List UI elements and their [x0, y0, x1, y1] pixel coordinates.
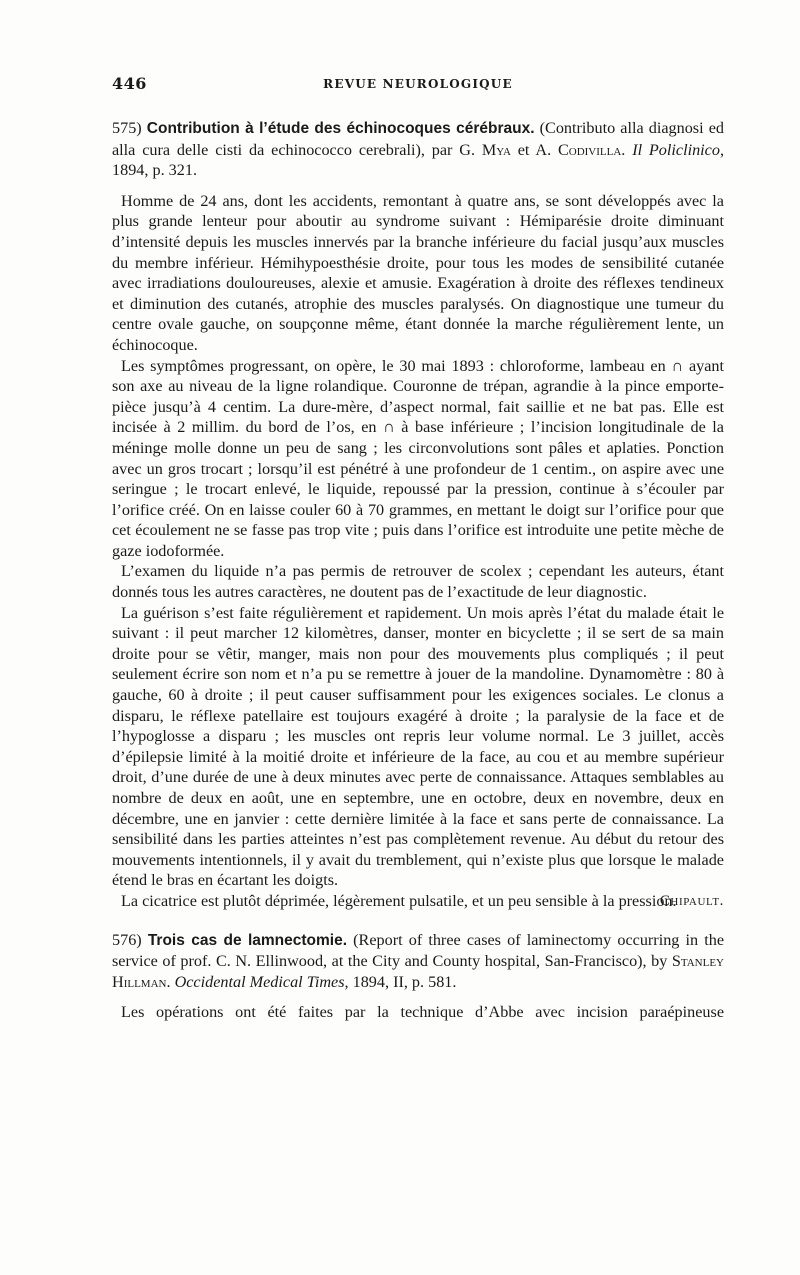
running-header	[112, 74, 724, 94]
entry-576-title: Trois cas de lamnectomie.	[147, 931, 348, 949]
entry-575-author1: Mya	[481, 140, 511, 159]
entry-575-ref-part4: , 1894, p. 321.	[112, 140, 724, 180]
entry-575-ref-part3: .	[621, 140, 633, 159]
entry-575-ref-part2: et A.	[510, 140, 558, 159]
entry-576-ref-part2: .	[166, 972, 175, 991]
entry-575-paragraph-3: L’examen du liquide n’a pas permis de retrouver de scolex ; cependant les auteurs, étant donnés tous les autres caractères, ne doutent pas de l’exactitude de leur diagnostic.	[112, 562, 724, 602]
page-number: 446	[112, 74, 147, 93]
entry-575-paragraph-1: Homme de 24 ans, dont les accidents, remontant à quatre ans, se sont développés avec la plus grande lenteur pour aboutir au syndrome suivant : Hémiparésie droite diminuant d’intensité depuis les muscles innervés par la branche inférieure du facial jusqu’aux muscles du membre inférieur. Hémihypoesthésie droite, pour tous les modes de sensibilité cutanée avec irradiations douloureuses, alexie et amusie. Exagération à droite des réflexes tendineux et diminution des cutanés, atrophie des muscles paralysés. On diagnostique une tumeur du centre ovale gauche, on soupçonne même, étant donnée la marche régulièrement lente, un échinocoque.	[112, 191, 724, 354]
entry-575-ref-part1: (Contributo alla diagnosi ed alla cura delle cisti da echinococco cerebrali), par G.	[112, 119, 724, 159]
entry-576-heading	[112, 930, 724, 993]
entry-576-ref-part3: 1894, II, p. 581.	[348, 972, 457, 991]
entry-575-journal: Il Policlinico	[632, 140, 720, 159]
journal-title: REVUE NEUROLOGIQUE	[323, 77, 513, 91]
entry-575-number: 575)	[112, 119, 142, 137]
entry-576-author: Stanley Hillman	[112, 952, 724, 991]
entry-575-title: Contribution à l’étude des échinocoques cérébraux.	[146, 120, 535, 137]
page-content	[112, 118, 724, 1023]
entry-576-journal: Occidental Medical Times,	[174, 972, 349, 991]
entry-575-paragraph-5-text: La cicatrice est plutôt déprimée, légèrement pulsatile, et un peu sensible à la pression.	[121, 891, 677, 910]
entry-575-signature: Chipault.	[659, 892, 724, 909]
entry-575-heading	[112, 118, 724, 181]
entry-576-ref-part1: (Report of three cases of laminectomy occurring in the service of prof. C. N. Ellinwood, at the City and County hospital, San-Francisco), by	[112, 930, 724, 971]
entry-575-paragraph-2: Les symptômes progressant, on opère, le 30 mai 1893 : chloroforme, lambeau en ∩ ayant son axe au niveau de la ligne rolandique. Couronne de trépan, agrandie à la pince emporte-pièce jusqu’à 4 centim. La dure-mère, d’aspect normal, fait saillie et ne bat pas. Elle est incisée à 2 millim. du bord de l’os, en ∩ à base inférieure ; l’incision longitudinale de la méninge molle donne un peu de sang ; les circonvolutions sont pâles et aplaties. Ponction avec un gros trocart ; lorsqu’il est pénétré à une profondeur de 1 centim., on aspire avec une seringue ; le trocart enlevé, le liquide, repoussé par la pression, continue à s’écouler par l’orifice créé. On en laisse couler 60 à 70 grammes, en mettant le doigt sur l’orifice pour que cet écoulement ne se fasse pas trop vite ; puis dans l’orifice est introduite une petite mèche de gaze iodoformée.	[112, 356, 724, 560]
entry-575-paragraph-4: La guérison s’est faite régulièrement et rapidement. Un mois après l’état du malade était le suivant : il peut marcher 12 kilomètres, danser, monter en bicyclette ; il se sert de sa main droite pour se vêtir, manger, mais non pour des mouvements plus compliqués ; il peut seulement écrire son nom et n’a pu se remettre à jouer de la mandoline. Dynamomètre : 80 à gauche, 60 à droite ; il peut causer suffisamment pour les exigences sociales. Le clonus a disparu, le réflexe patellaire est toujours exagéré à droite ; la paralysie de la face et de l’hypoglosse a disparu ; les muscles ont repris leur volume normal. Le 3 juillet, accès d’épilepsie limité à la moitié droite et inférieure de la face, au cou et au membre supérieur droit, d’une durée de une à deux minutes avec perte de connaissance. Attaques semblables au nombre de deux en août, une en septembre, une en octobre, deux en novembre, deux en décembre, une en janvier : cette dernière limitée à la face et sans perte de connaissance. La sensibilité dans les parties atteintes n’est pas complètement revenue. Au début du retour des mouvements intentionnels, il y avait du tremblement, qui n’existe plus que lorsque le malade étend le bras en écartant les doigts.	[112, 603, 724, 890]
entry-576-paragraph-1: Les opérations ont été faites par la technique d’Abbe avec incision paraépineuse	[121, 1003, 724, 1022]
entry-575-paragraph-5	[112, 891, 724, 912]
entry-576-number: 576)	[112, 930, 142, 949]
entry-575-author2: Codivilla	[557, 140, 622, 159]
